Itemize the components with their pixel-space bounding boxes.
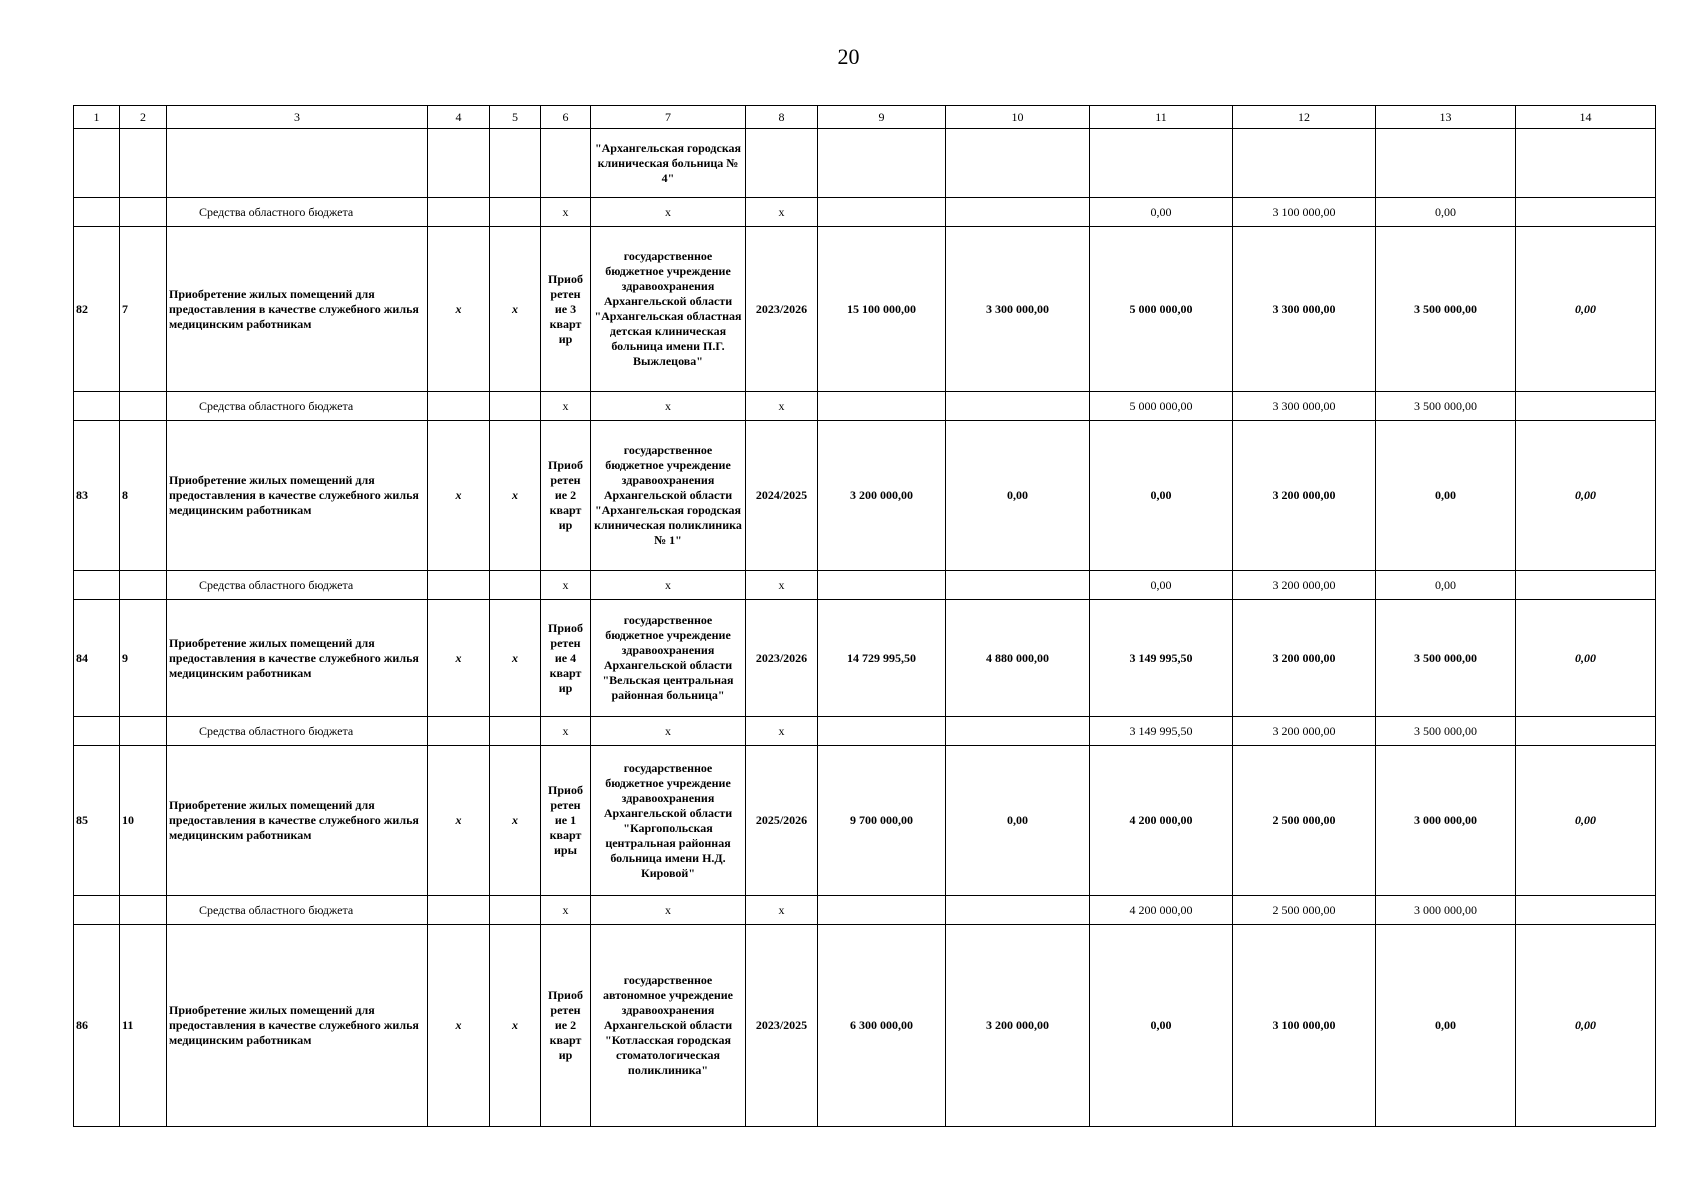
cell-x: х: [746, 198, 818, 227]
col-header: 2: [120, 106, 167, 129]
col-header: 3: [167, 106, 428, 129]
amount-cell: 4 200 000,00: [1090, 746, 1233, 896]
amount-cell: 15 100 000,00: [818, 227, 946, 392]
continuation-row: [74, 129, 1656, 198]
amount-cell: 9 700 000,00: [818, 746, 946, 896]
cell-x: х: [746, 717, 818, 746]
funding-source-label: Средства областного бюджета: [167, 717, 428, 746]
cell-x: х: [428, 421, 490, 571]
amount-cell: 3 000 000,00: [1376, 746, 1516, 896]
cell-x: х: [490, 227, 541, 392]
funding-source-label: Средства областного бюджета: [167, 392, 428, 421]
program-table: [73, 105, 1656, 1127]
col-header: 1: [74, 106, 120, 129]
col-header: 4: [428, 106, 490, 129]
amount-cell: 0,00: [1090, 198, 1233, 227]
cell-x: х: [428, 746, 490, 896]
table-row: [74, 746, 1656, 896]
cell-x: х: [541, 392, 591, 421]
amount-cell: 0,00: [1376, 571, 1516, 600]
amount-cell: 3 200 000,00: [1233, 600, 1376, 717]
organization-cell: государственное автономное учреждение здравоохранения Архангельской области "Котласская городская стоматологическая поликлиника": [591, 925, 746, 1127]
period-cell: 2024/2025: [746, 421, 818, 571]
amount-cell: 2 500 000,00: [1233, 746, 1376, 896]
amount-cell: 3 300 000,00: [1233, 227, 1376, 392]
col-header: 8: [746, 106, 818, 129]
organization-cell: "Архангельская городская клиническая больница № 4": [591, 129, 746, 198]
row-subnumber: 7: [120, 227, 167, 392]
stage-cell: Приоб ретен ие 1 кварт иры: [541, 746, 591, 896]
amount-cell: 0,00: [946, 746, 1090, 896]
row-number: 84: [74, 600, 120, 717]
amount-cell: 5 000 000,00: [1090, 392, 1233, 421]
cell-x: х: [746, 392, 818, 421]
organization-cell: государственное бюджетное учреждение здравоохранения Архангельской области "Архангельская областная детская клиническая больница имени П.Г. Выжлецова": [591, 227, 746, 392]
period-cell: 2025/2026: [746, 746, 818, 896]
cell-x: х: [490, 925, 541, 1127]
amount-cell: 3 100 000,00: [1233, 925, 1376, 1127]
amount-cell: 0,00: [1376, 925, 1516, 1127]
amount-cell: 0,00: [1090, 571, 1233, 600]
row-subnumber: 8: [120, 421, 167, 571]
amount-cell: 3 149 995,50: [1090, 600, 1233, 717]
funding-source-label: Средства областного бюджета: [167, 896, 428, 925]
measure-name: Приобретение жилых помещений для предоставления в качестве служебного жилья медицинским работникам: [167, 600, 428, 717]
col-header: 9: [818, 106, 946, 129]
amount-cell: 0,00: [1376, 198, 1516, 227]
stage-cell: Приоб ретен ие 2 кварт ир: [541, 421, 591, 571]
amount-cell: 3 200 000,00: [1233, 421, 1376, 571]
amount-cell: 0,00: [946, 421, 1090, 571]
cell-x: х: [746, 571, 818, 600]
period-cell: 2023/2026: [746, 227, 818, 392]
row-number: 85: [74, 746, 120, 896]
cell-x: х: [591, 896, 746, 925]
stage-cell: Приоб ретен ие 4 кварт ир: [541, 600, 591, 717]
organization-cell: государственное бюджетное учреждение здравоохранения Архангельской области "Архангельская городская клиническая поликлиника № 1": [591, 421, 746, 571]
cell-x: х: [541, 198, 591, 227]
row-subnumber: 11: [120, 925, 167, 1127]
amount-cell: 4 200 000,00: [1090, 896, 1233, 925]
amount-cell: 0,00: [1376, 421, 1516, 571]
cell-x: х: [541, 896, 591, 925]
funding-source-label: Средства областного бюджета: [167, 571, 428, 600]
amount-cell: 3 300 000,00: [1233, 392, 1376, 421]
funding-source-row: [74, 198, 1656, 227]
organization-cell: государственное бюджетное учреждение здравоохранения Архангельской области "Вельская центральная районная больница": [591, 600, 746, 717]
col-header: 12: [1233, 106, 1376, 129]
amount-cell: 3 500 000,00: [1376, 227, 1516, 392]
amount-cell: 0,00: [1516, 227, 1656, 392]
measure-name: Приобретение жилых помещений для предоставления в качестве служебного жилья медицинским работникам: [167, 227, 428, 392]
cell-x: х: [591, 198, 746, 227]
cell-x: х: [746, 896, 818, 925]
cell-x: х: [490, 600, 541, 717]
amount-cell: 6 300 000,00: [818, 925, 946, 1127]
amount-cell: 3 200 000,00: [818, 421, 946, 571]
measure-name: Приобретение жилых помещений для предоставления в качестве служебного жилья медицинским работникам: [167, 421, 428, 571]
amount-cell: 3 300 000,00: [946, 227, 1090, 392]
amount-cell: 3 200 000,00: [1233, 717, 1376, 746]
table-row: [74, 227, 1656, 392]
amount-cell: 0,00: [1516, 600, 1656, 717]
stage-cell: Приоб ретен ие 2 кварт ир: [541, 925, 591, 1127]
col-header: 6: [541, 106, 591, 129]
cell-x: х: [591, 392, 746, 421]
funding-source-row: [74, 896, 1656, 925]
cell-x: х: [490, 746, 541, 896]
cell-x: х: [541, 571, 591, 600]
amount-cell: 3 500 000,00: [1376, 392, 1516, 421]
amount-cell: 3 200 000,00: [946, 925, 1090, 1127]
cell-x: х: [428, 600, 490, 717]
amount-cell: 3 500 000,00: [1376, 717, 1516, 746]
row-subnumber: 9: [120, 600, 167, 717]
organization-cell: государственное бюджетное учреждение здравоохранения Архангельской области "Каргопольская центральная районная больница имени Н.Д. Кировой": [591, 746, 746, 896]
amount-cell: 0,00: [1516, 925, 1656, 1127]
cell-x: х: [490, 421, 541, 571]
cell-x: х: [591, 571, 746, 600]
col-header: 10: [946, 106, 1090, 129]
funding-source-row: [74, 392, 1656, 421]
amount-cell: 3 149 995,50: [1090, 717, 1233, 746]
col-header: 7: [591, 106, 746, 129]
funding-source-row: [74, 571, 1656, 600]
stage-cell: Приоб ретен ие 3 кварт ир: [541, 227, 591, 392]
table-row: [74, 600, 1656, 717]
amount-cell: 0,00: [1090, 925, 1233, 1127]
funding-source-row: [74, 717, 1656, 746]
amount-cell: 4 880 000,00: [946, 600, 1090, 717]
cell-x: х: [541, 717, 591, 746]
period-cell: 2023/2026: [746, 600, 818, 717]
amount-cell: 2 500 000,00: [1233, 896, 1376, 925]
period-cell: 2023/2025: [746, 925, 818, 1127]
page-number: 20: [837, 44, 860, 69]
col-header: 14: [1516, 106, 1656, 129]
measure-name: Приобретение жилых помещений для предоставления в качестве служебного жилья медицинским работникам: [167, 746, 428, 896]
cell-x: х: [591, 717, 746, 746]
amount-cell: 0,00: [1516, 421, 1656, 571]
col-header: 11: [1090, 106, 1233, 129]
cell-x: х: [428, 227, 490, 392]
row-number: 82: [74, 227, 120, 392]
table-row: [74, 925, 1656, 1127]
col-header: 13: [1376, 106, 1516, 129]
cell-x: х: [428, 925, 490, 1127]
column-number-row: [74, 106, 1656, 129]
table-row: [74, 421, 1656, 571]
row-subnumber: 10: [120, 746, 167, 896]
amount-cell: 0,00: [1090, 421, 1233, 571]
measure-name: Приобретение жилых помещений для предоставления в качестве служебного жилья медицинским работникам: [167, 925, 428, 1127]
amount-cell: 14 729 995,50: [818, 600, 946, 717]
row-number: 83: [74, 421, 120, 571]
amount-cell: 3 000 000,00: [1376, 896, 1516, 925]
col-header: 5: [490, 106, 541, 129]
amount-cell: 3 100 000,00: [1233, 198, 1376, 227]
funding-source-label: Средства областного бюджета: [167, 198, 428, 227]
amount-cell: 3 500 000,00: [1376, 600, 1516, 717]
amount-cell: 3 200 000,00: [1233, 571, 1376, 600]
row-number: 86: [74, 925, 120, 1127]
amount-cell: 5 000 000,00: [1090, 227, 1233, 392]
amount-cell: 0,00: [1516, 746, 1656, 896]
